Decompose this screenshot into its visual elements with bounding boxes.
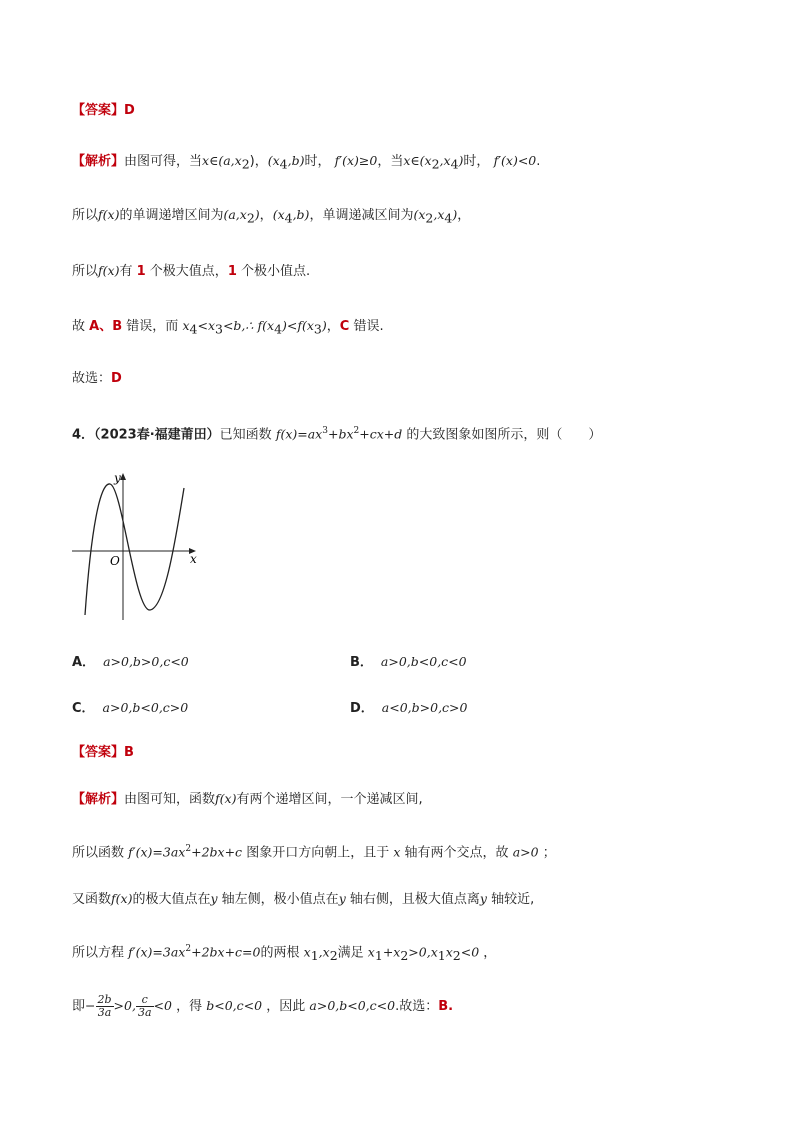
- math: ,x: [433, 207, 445, 222]
- answer-value: D: [124, 103, 135, 118]
- option-label: B．: [350, 655, 373, 670]
- solution-1-line-1: [72, 151, 540, 175]
- text: 的两根: [260, 945, 300, 961]
- math: ): [458, 153, 464, 168]
- math: x: [445, 944, 453, 960]
- math: +bx: [327, 426, 354, 442]
- text: 轴右侧，且极大值点离: [349, 892, 480, 907]
- text: 的极大值点在: [132, 892, 211, 907]
- text: ，得: [176, 999, 203, 1014]
- solution-1-line-5: [72, 369, 122, 389]
- text: ，因此: [266, 999, 306, 1014]
- math-sub: 2: [431, 156, 440, 172]
- text: 轴有两个交点，故: [404, 845, 509, 861]
- solution-2-line-5: [72, 992, 453, 1021]
- math-sub: 3: [215, 321, 223, 337]
- text: 错误，而: [126, 319, 179, 334]
- option-text: a>0,b<0,c<0: [380, 654, 467, 669]
- count: 1: [136, 264, 146, 279]
- fraction: [96, 994, 114, 1019]
- text: 所以函数: [72, 845, 125, 861]
- text: 错误.: [353, 319, 384, 334]
- choice: C: [339, 319, 350, 334]
- math: y: [210, 891, 218, 906]
- solution-tag: 【解析】: [72, 792, 125, 807]
- text: 轴左侧，极小值点在: [221, 892, 339, 907]
- math: +2bx+c: [191, 844, 243, 860]
- solution-2-line-1: [72, 789, 423, 810]
- solution-1-line-4: [72, 316, 384, 340]
- answer-value: B: [124, 745, 134, 760]
- math-sup: 2: [353, 426, 360, 436]
- math: y: [479, 891, 487, 906]
- math: ,x: [439, 153, 451, 168]
- math-sub: 4: [279, 156, 288, 172]
- math-sub: 4: [450, 156, 459, 172]
- math: (a,x: [223, 207, 247, 222]
- math: (x: [267, 153, 280, 168]
- text: )，: [249, 154, 268, 169]
- answer-line-1: [72, 101, 135, 121]
- question-4: [72, 421, 601, 445]
- text: 满足: [337, 945, 364, 961]
- function-graph: [70, 470, 205, 622]
- option-a[interactable]: [72, 652, 189, 673]
- math: +cx+d: [359, 426, 403, 442]
- math: f′(x)=3ax: [128, 844, 186, 860]
- math: <0: [153, 998, 172, 1013]
- cubic-curve: [85, 484, 184, 615]
- text: ，单调递减区间为: [309, 208, 414, 223]
- answer-value: B.: [438, 999, 454, 1014]
- text: 由图可知，函数: [124, 792, 216, 807]
- math-sub: 4: [444, 210, 453, 226]
- text: 所以: [72, 264, 99, 279]
- y-axis-label: y: [114, 471, 121, 485]
- option-c[interactable]: [72, 698, 188, 719]
- math-sub: 1: [437, 947, 446, 963]
- math-sub: 2: [329, 947, 338, 963]
- text: 图象开口方向朝上，且于: [246, 845, 390, 861]
- math: f(x): [98, 207, 120, 222]
- fraction-denominator: 3a: [97, 1006, 112, 1019]
- text: .故选：: [395, 999, 439, 1014]
- fraction-denominator: 3a: [137, 1006, 152, 1019]
- option-text: a<0,b>0,c>0: [381, 700, 468, 715]
- x-axis-label: x: [190, 552, 197, 566]
- math: >0,: [113, 998, 136, 1013]
- math: ,x: [318, 944, 330, 960]
- math-sup: 3: [322, 426, 328, 436]
- solution-2-line-3: [72, 889, 534, 910]
- math-sup: 2: [185, 844, 192, 854]
- math-sub: 2: [241, 156, 250, 172]
- choice: A: [89, 319, 100, 334]
- question-source: （2023春·福建莆田）: [94, 427, 220, 443]
- math: y: [338, 891, 346, 906]
- math-sub: 2: [452, 947, 461, 963]
- math: x: [393, 844, 401, 860]
- math: x: [303, 944, 311, 960]
- math: a>0,b<0,c<0: [309, 998, 396, 1013]
- math-sub: 2: [425, 210, 434, 226]
- math: <x: [197, 318, 215, 333]
- math: ): [254, 207, 260, 222]
- text: 有: [119, 264, 133, 279]
- math-sup: 2: [185, 944, 192, 954]
- math: (x: [413, 207, 426, 222]
- fraction-numerator: 2b: [97, 993, 112, 1006]
- math: ): [452, 207, 458, 222]
- option-text: a>0,b>0,c<0: [103, 654, 189, 669]
- math: +2bx+c=0: [191, 944, 261, 960]
- option-d[interactable]: [350, 698, 467, 719]
- option-b[interactable]: [350, 652, 467, 673]
- text: 、: [99, 319, 113, 334]
- text: ，当: [377, 154, 404, 169]
- text: ，: [483, 945, 497, 961]
- option-label: D．: [350, 701, 374, 716]
- math: b<0,c<0: [206, 998, 263, 1013]
- math: f′(x)=3ax: [128, 944, 186, 960]
- text: 时，: [304, 154, 331, 169]
- answer-value: D: [111, 371, 122, 386]
- math: >0,x: [408, 944, 438, 960]
- solution-1-line-3: [72, 261, 310, 282]
- text: 个极小值点.: [241, 264, 311, 279]
- answer-tag: 【答案】: [72, 745, 125, 760]
- math: ,b): [292, 207, 310, 222]
- math: ,b): [287, 153, 305, 168]
- answer-line-2: [72, 743, 134, 763]
- answer-tag: 【答案】: [72, 103, 125, 118]
- text: 又函数: [72, 892, 112, 907]
- question-number: 4．: [72, 427, 95, 443]
- math: (x: [272, 207, 285, 222]
- math: x: [367, 944, 375, 960]
- math: f′(x)<0: [493, 153, 537, 168]
- text: 的大致图象如图所示，则（ ）: [406, 427, 602, 443]
- math: f(x: [257, 318, 275, 333]
- math: a>0: [512, 844, 539, 860]
- math: f(x): [98, 263, 120, 278]
- solution-tag: 【解析】: [72, 154, 125, 169]
- math-sub: 1: [374, 947, 383, 963]
- text: 所以: [72, 208, 99, 223]
- math: f(x): [215, 791, 237, 806]
- y-axis-arrow: [120, 473, 126, 480]
- text: 故: [72, 319, 86, 334]
- text: 由图可得，当: [124, 154, 203, 169]
- text: 即: [72, 999, 86, 1014]
- math: f(x): [111, 891, 133, 906]
- fraction-numerator: c: [136, 994, 154, 1007]
- text: 轴较近,: [491, 892, 535, 907]
- option-label: C．: [72, 701, 95, 716]
- choice: B: [112, 319, 123, 334]
- math: x∈(a,x: [202, 153, 242, 168]
- solution-2-line-4: [72, 939, 496, 966]
- solution-1-line-2: [72, 205, 470, 229]
- math: f(x)=ax: [275, 426, 323, 442]
- text: ，: [457, 208, 471, 223]
- math-sub: 2: [400, 947, 409, 963]
- text: ；: [542, 845, 556, 861]
- math: x∈(x: [403, 153, 432, 168]
- math: )<f(x: [282, 318, 314, 333]
- solution-2-line-2: [72, 839, 556, 863]
- math: <0: [460, 944, 480, 960]
- math-sub: 3: [313, 321, 322, 337]
- text: .: [536, 154, 541, 169]
- text: 所以方程: [72, 945, 125, 961]
- text: 已知函数: [219, 427, 272, 443]
- math-sub: 4: [189, 321, 198, 337]
- text: 时，: [463, 154, 490, 169]
- fraction: [136, 994, 154, 1019]
- math-sub: 1: [310, 947, 319, 963]
- option-label: A．: [72, 655, 96, 670]
- option-text: a>0,b<0,c>0: [102, 700, 189, 715]
- origin-label: O: [110, 554, 120, 568]
- math: +x: [382, 944, 401, 960]
- text: ，: [326, 319, 340, 334]
- text: 的单调递增区间为: [119, 208, 224, 223]
- math: x: [182, 318, 190, 333]
- math: ): [321, 318, 327, 333]
- text: 故选：: [72, 371, 112, 386]
- count: 1: [227, 264, 237, 279]
- math-sub: 4: [274, 321, 283, 337]
- math: <b,∴: [222, 318, 254, 333]
- math: f′(x)≥0: [334, 153, 378, 168]
- text: ，: [259, 208, 273, 223]
- text: 有两个递增区间，一个递减区间,: [236, 792, 423, 807]
- math: −: [85, 998, 96, 1013]
- text: 个极大值点，: [149, 264, 228, 279]
- math-sub: 4: [284, 210, 293, 226]
- math-sub: 2: [246, 210, 255, 226]
